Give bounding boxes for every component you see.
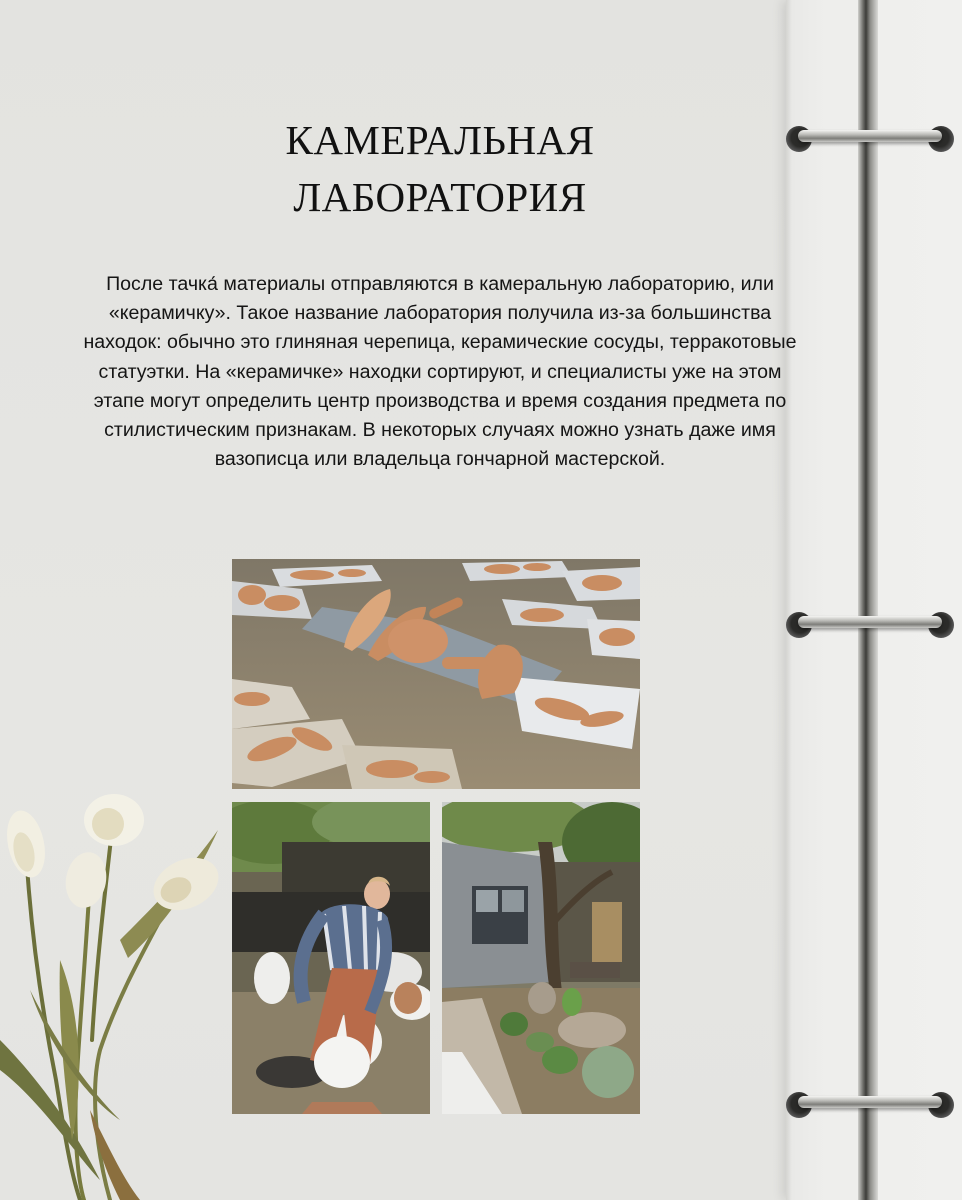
ceramic-finds-image: [232, 559, 640, 789]
photo-ceramic-finds: [232, 559, 640, 789]
dried-tulip-decoration: [0, 780, 240, 1200]
lab-worker-image: [232, 802, 430, 1114]
ring-wire: [798, 130, 942, 142]
binder-spine: [858, 0, 878, 1200]
photo-lab-building: [442, 802, 640, 1114]
photo-lab-worker: [232, 802, 430, 1114]
ring-wire: [798, 616, 942, 628]
binder-ring: [784, 1084, 956, 1124]
binder-ring: [784, 118, 956, 158]
title-line: ЛАБОРАТОРИЯ: [293, 174, 587, 220]
binder-ring: [784, 604, 956, 644]
ring-wire: [798, 1096, 942, 1108]
lab-building-image: [442, 802, 640, 1114]
body-paragraph: После тачка́ материалы отправляются в камеральную лабораторию, или «керамичку». Такое название лаборатория получила из-за большинства находок: обычно это глиняная черепица, керамические сосуды, терракотовые статуэтки. На «керамичке» находки сортируют, и специалисты уже на этом этапе могут определить центр производства и время создания предмета по стилистическим признакам. В некоторых случаях можно узнать даже имя вазописца или владельца гончарной мастерской.: [83, 273, 797, 471]
page-title: [230, 112, 650, 226]
title-line: КАМЕРАЛЬНАЯ: [285, 117, 595, 163]
